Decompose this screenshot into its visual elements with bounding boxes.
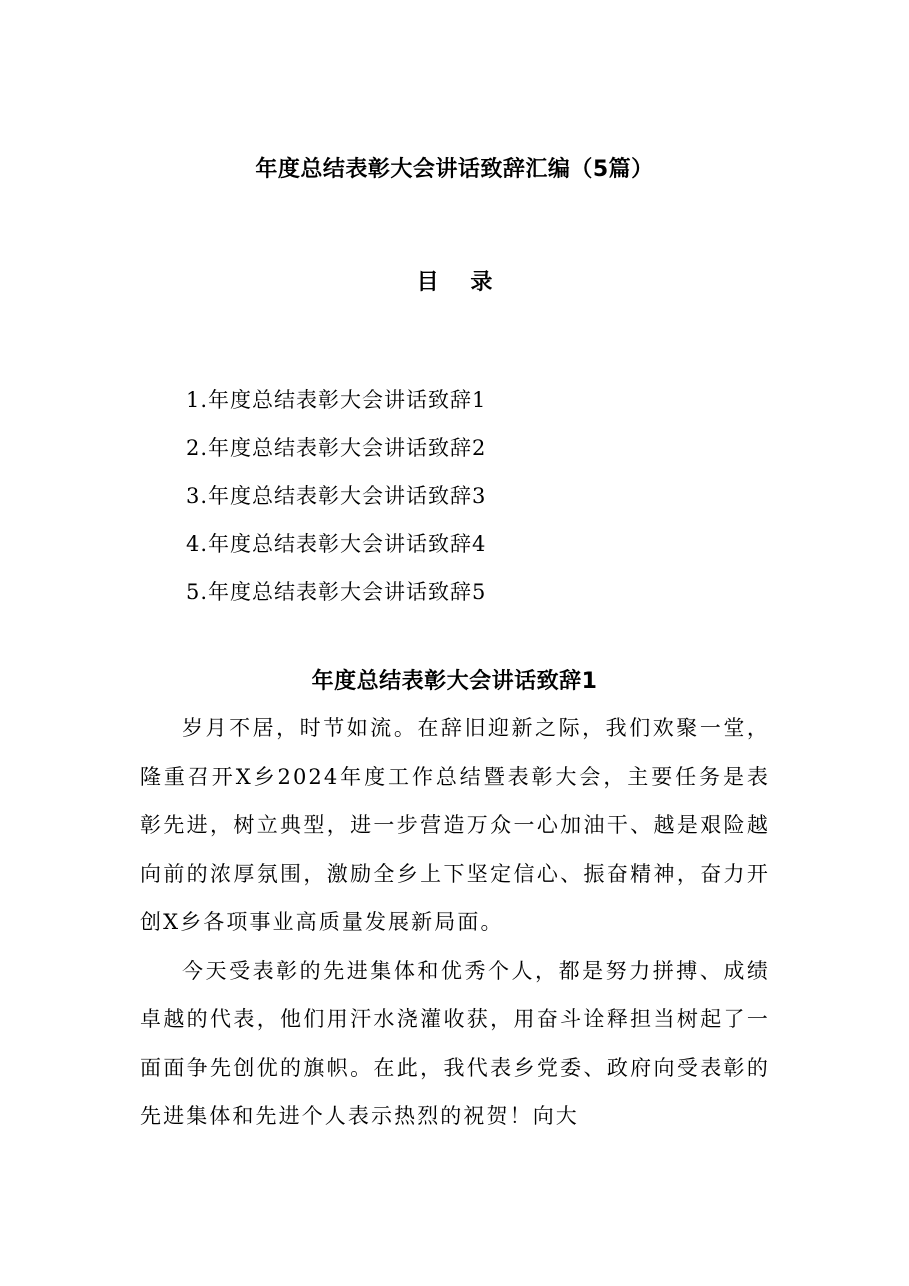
document-title: 年度总结表彰大会讲话致辞汇编（5篇）: [255, 157, 654, 182]
body-paragraph: 今天受表彰的先进集体和优秀个人，都是努力拼搏、成绩卓越的代表，他们用汗水浇灌收获，用奋斗诠释担当树起了一面面争先创优的旗帜。在此，我代表乡党委、政府向受表彰的先进集体和先进个人表示热烈的祝贺！向大: [140, 958, 770, 1128]
table-of-contents: [186, 376, 486, 616]
toc-item: 4.年度总结表彰大会讲话致辞4: [186, 532, 487, 556]
toc-item: 2.年度总结表彰大会讲话致辞2: [186, 436, 487, 460]
body-paragraph: 岁月不居，时节如流。在辞旧迎新之际，我们欢聚一堂，隆重召开X乡2024年度工作总结暨表彰大会，主要任务是表彰先进，树立典型，进一步营造万众一心加油干、越是艰险越向前的浓厚氛围，激励全乡上下坚定信心、振奋精神，奋力开创X乡各项事业高质量发展新局面。: [140, 716, 770, 934]
toc-item: 5.年度总结表彰大会讲话致辞5: [186, 580, 487, 604]
body-text: [140, 704, 770, 1141]
toc-heading: 目 录: [416, 270, 505, 295]
section-title: 年度总结表彰大会讲话致辞1: [311, 669, 598, 694]
toc-item: 1.年度总结表彰大会讲话致辞1: [186, 388, 487, 412]
toc-item: 3.年度总结表彰大会讲话致辞3: [186, 484, 487, 508]
